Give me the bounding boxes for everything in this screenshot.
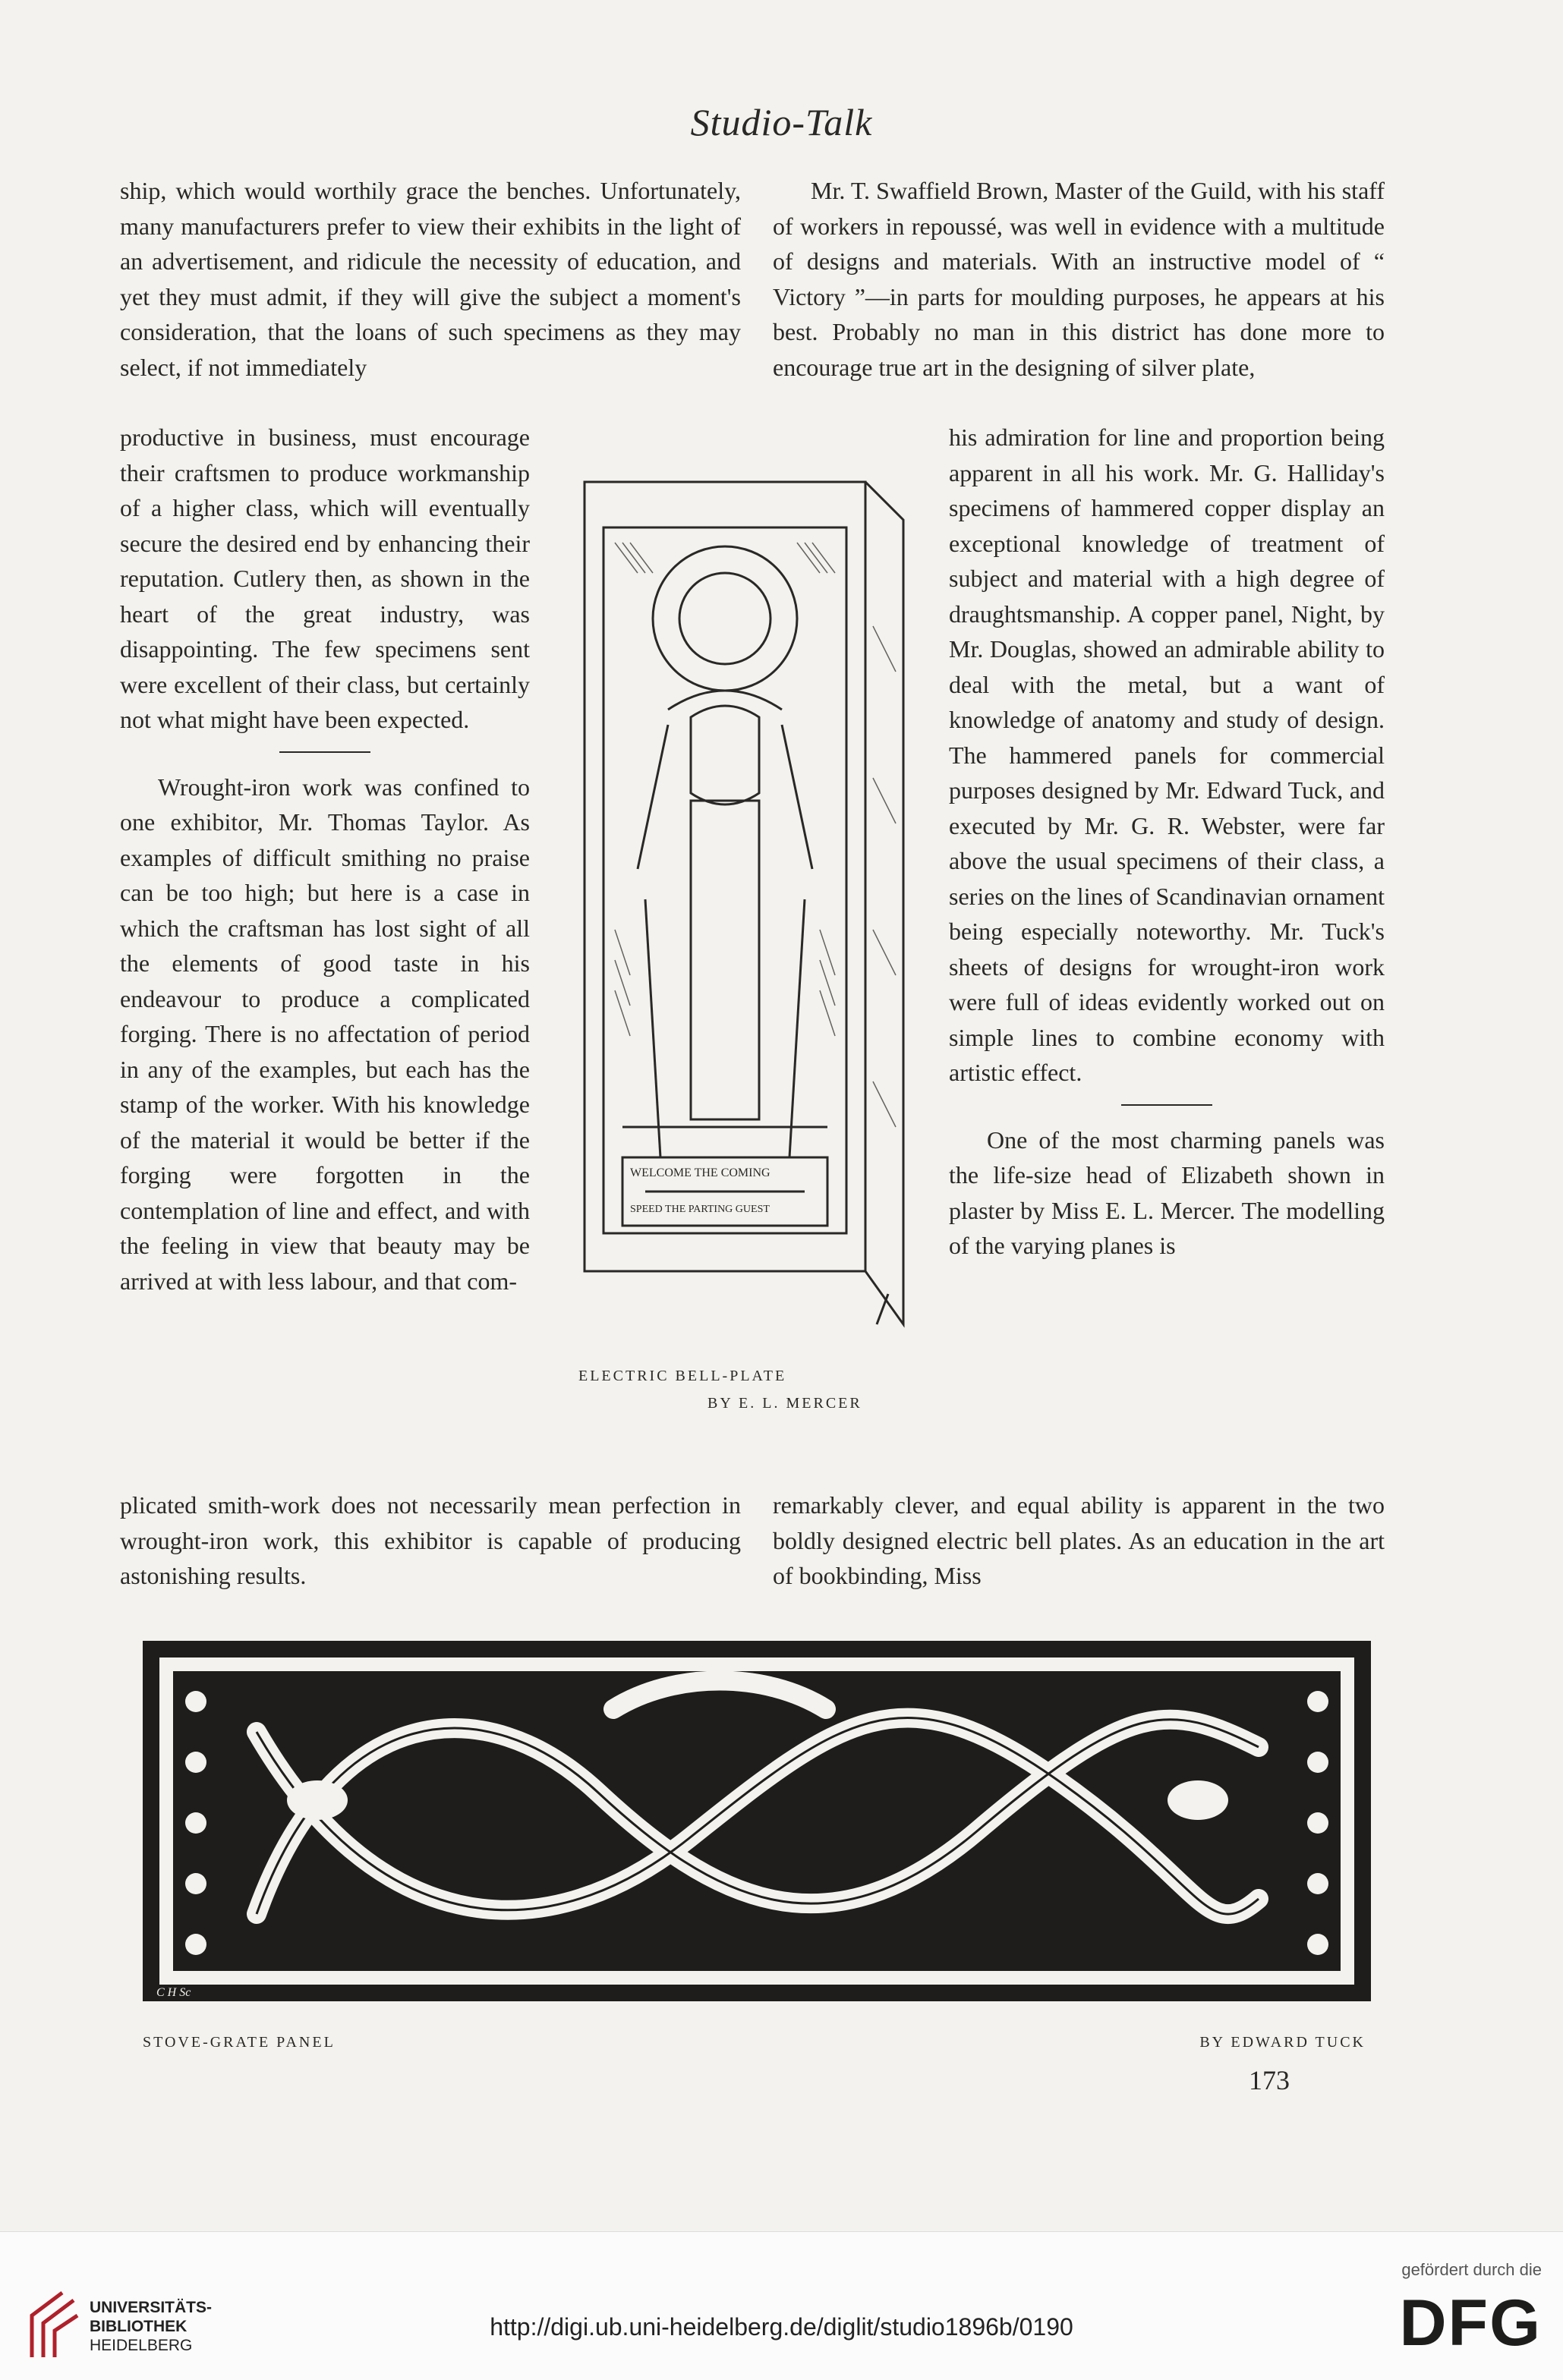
left-column-bottom — [120, 1488, 741, 1594]
paragraph: productive in business, must encourage their craftsmen to produce workmanship of a higher class, which will eventually secure the desired end by enhancing their reputation. Cutlery then, as shown in the heart of the great industry, was disappointing. The few specimens sent were excellent of their class, but certainly not what might have been expected. — [120, 423, 530, 733]
library-name: UNIVERSITÄTS- BIBLIOTHEK HEIDELBERG — [90, 2299, 213, 2354]
footer-bar — [0, 2231, 1563, 2380]
paragraph: Wrought-iron work was confined to one exhibitor, Mr. Thomas Taylor. As examples of difficult smithing no praise can be too high; but here is a case in which the craftsman has lost sight of all the elements of good taste in his endeavour to produce a complicated forging. There is no affectation of period in any of the examples, but each has the stamp of the worker. With his knowledge of the material it would be better if the forging were forgotten in the contemplation of line and effect, and with the feeling in view that beauty may be arrived at with less labour, and that com- — [120, 773, 530, 1295]
bell-plate-inscription: WELCOME THE COMING — [630, 1166, 770, 1179]
figure-caption: BY EDWARD TUCK — [1199, 2034, 1366, 2051]
panel-signature: C H Sc — [156, 1986, 191, 1999]
section-divider — [1121, 1104, 1212, 1106]
right-column-bottom — [773, 1488, 1385, 1594]
right-column-wrap — [949, 420, 1385, 1264]
paragraph: Mr. T. Swaffield Brown, Master of the Guild, with his staff of workers in repoussé, was well in evidence with a multitude of designs and materials. With an instructive model of “ Victory ”—in parts for moulding purposes, he appears at his best. Probably no man in this district has done more to encourage true art in the designing of silver plate, — [773, 177, 1385, 381]
paragraph: ship, which would worthily grace the benches. Unfortunately, many manufacturers prefer to view their exhibits in the light of an advertisement, and ridicule the necessity of education, and yet they must admit, if they will give the subject a moment's consideration, that the loans of such specimens as they may select, if not immediately — [120, 177, 741, 381]
paragraph: plicated smith-work does not necessarily mean perfection in wrought-iron work, this exhibitor is capable of producing astonishing results. — [120, 1491, 741, 1589]
figure-caption: STOVE-GRATE PANEL — [143, 2034, 336, 2051]
page-number: 173 — [1249, 2065, 1290, 2095]
funding-label: gefördert durch die — [1401, 2260, 1542, 2279]
running-header: Studio-Talk — [690, 101, 873, 143]
paragraph: remarkably clever, and equal ability is apparent in the two boldly designed electric bell plates. As an education in the art of bookbinding, Miss — [773, 1491, 1385, 1589]
section-divider — [279, 751, 370, 753]
paragraph: One of the most charming panels was the life-size head of Elizabeth shown in plaster by Miss E. L. Mercer. The modelling of the varying planes is — [949, 1125, 1385, 1259]
right-column-top — [773, 173, 1385, 385]
left-column-wrap — [120, 420, 530, 1299]
bell-plate-inscription: SPEED THE PARTING GUEST — [630, 1204, 770, 1215]
source-url-link[interactable]: http://digi.ub.uni-heidelberg.de/diglit/studio1896b/0190 — [490, 2313, 1073, 2341]
figure-caption: ELECTRIC BELL-PLATE — [578, 1368, 787, 1384]
paragraph: his admiration for line and proportion being apparent in all his work. Mr. G. Halliday's specimens of hammered copper display an exceptional knowledge of treatment of subject and material with a high degree of draughtsmanship. A copper panel, Night, by Mr. Douglas, showed an admirable ability to deal with the metal, but a want of knowledge of anatomy and study of design. The hammered panels for commercial purposes designed by Mr. Edward Tuck, and executed by Mr. G. R. Webster, were far above the usual specimens of their class, a series on the lines of Scandinavian ornament being especially noteworthy. Mr. Tuck's sheets of designs for wrought-iron work were full of ideas evidently worked out on simple lines to combine economy with artistic effect. — [949, 423, 1385, 1086]
bell-plate-illustration — [577, 474, 919, 1336]
dfg-logo: DFG — [1399, 2287, 1542, 2360]
figure-caption: BY E. L. MERCER — [707, 1395, 862, 1412]
left-column-top — [120, 173, 741, 385]
stove-grate-panel-illustration — [143, 1641, 1371, 2001]
